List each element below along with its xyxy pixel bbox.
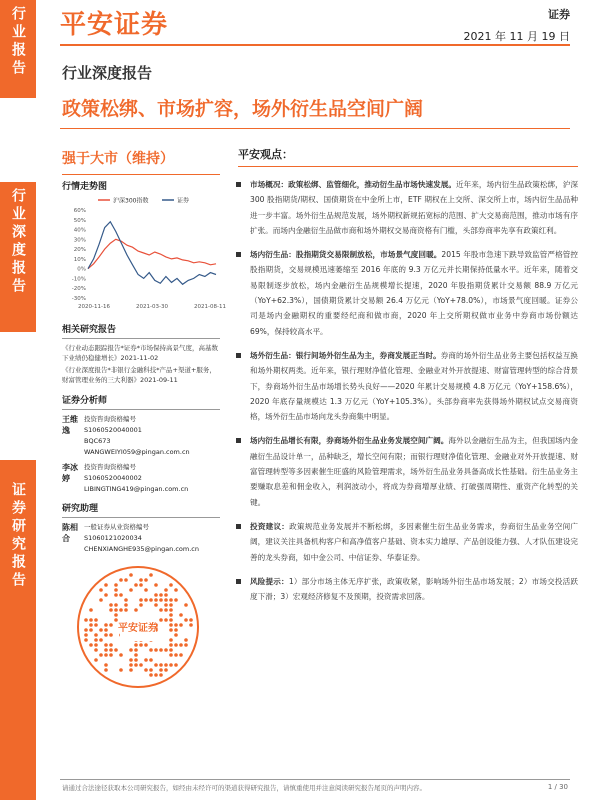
qr-dot [134, 608, 138, 612]
qr-dot [169, 613, 173, 617]
qr-dot [99, 653, 103, 657]
qr-dot [154, 648, 158, 652]
qr-dot [144, 658, 148, 662]
qr-dot [174, 598, 178, 602]
qr-dot [114, 648, 118, 652]
related-divider [62, 338, 220, 339]
qr-dot [184, 603, 188, 607]
analyst-email[interactable]: LIBINGTING419@pingan.com.cn [84, 485, 189, 493]
left-column [62, 138, 226, 693]
qr-dot [94, 618, 98, 622]
qr-dot [164, 618, 168, 622]
sidebar-tag-1 [0, 0, 36, 98]
rating-label: 强于大市（维持） [62, 151, 174, 167]
qr-dot [159, 673, 163, 677]
qr-dot [89, 623, 93, 627]
qr-dot [84, 618, 88, 622]
qr-dot [114, 583, 118, 587]
qr-dot [154, 583, 158, 587]
company-logo: 平安证券 [60, 10, 169, 40]
analyst-cert-label: 投资咨询资格编号 [84, 463, 136, 471]
point-body: 政策规范业务发展并不断松绑，多因素催生衍生品业务需求，券商衍生品业务空间广阔，建议关注具备机构客户和高净值客户基础、资本实力雄厚、产品创设能力强、人才队伍建设完善的龙头券商，如中金公司、中信证券、华泰证券。 [250, 521, 578, 562]
point-growth-space [238, 433, 578, 509]
qr-dot [149, 668, 153, 672]
point-body: 券商的场外衍生品业务主要包括权益互换和场外期权两类。近年来，银行理财净值化管理、金融业对外开放提速、财富管理转型的综合背景下，券商场外衍生品市场增长势头良好——2020 年累计交易规模 4.8 万亿元（YoY+158.6%），2020 年底存量规模达 1.3 万亿元（YoY+105.3%）。头部券商率先获得场外期权试点交易商资格，场外衍生品市场向龙头券商集中明显。 [250, 350, 578, 422]
point-heading: 场内衍生品增长有限，券商场外衍生品业务发展空间广阔。 [250, 436, 449, 446]
qr-dot [139, 578, 143, 582]
qr-dot [169, 608, 173, 612]
qr-dot [159, 598, 163, 602]
qr-dot [109, 608, 113, 612]
qr-dot [109, 648, 113, 652]
qr-dot [139, 603, 143, 607]
qr-dot [134, 648, 138, 652]
analyst-cert-label: 投资咨询资格编号 [84, 415, 136, 423]
x-tick-label: 2021-03-30 [136, 304, 168, 310]
bullet-square-icon [236, 579, 241, 584]
qr-dot [144, 578, 148, 582]
header-divider [60, 44, 570, 46]
related-reports-title: 相关研究报告 [62, 325, 117, 335]
qr-dot [104, 668, 108, 672]
point-heading: 场内衍生品：股指期货交易限制放松，市场景气度回暖。 [250, 250, 442, 260]
y-tick-label: 30% [73, 237, 86, 244]
qr-dot [104, 593, 108, 597]
qr-dot [154, 673, 158, 677]
qr-dot [109, 643, 113, 647]
point-heading: 场外衍生品：银行间场外衍生品为主，券商发展正当时。 [250, 350, 441, 360]
qr-dot [124, 578, 128, 582]
qr-dot [89, 618, 93, 622]
qr-dot [99, 638, 103, 642]
qr-dot [114, 608, 118, 612]
qr-dot [89, 643, 93, 647]
sidebar-tag-1-label: 行业报告 [10, 6, 26, 78]
qr-dot [134, 643, 138, 647]
qr-dot [149, 573, 153, 577]
qr-dot [159, 593, 163, 597]
qr-dot [109, 623, 113, 627]
qr-dot [149, 598, 153, 602]
qr-dot [159, 668, 163, 672]
qr-dot [159, 663, 163, 667]
qr-dot [144, 588, 148, 592]
y-tick-label: 20% [73, 247, 86, 254]
point-risk-warning [238, 574, 578, 605]
point-body: 1）部分市场主体无序扩张，政策收紧，影响场外衍生品市场发展；2）市场交投活跃度下滑；3）宏观经济修复不及预期，投资需求回落。 [250, 576, 578, 602]
y-tick-label: 40% [73, 227, 86, 234]
qr-dot [139, 598, 143, 602]
qr-dot [169, 653, 173, 657]
footer-disclaimer: 请通过合法途径获取本公司研究报告，如经由未经许可的渠道获得研究报告，请慎重使用并注意阅读研究报告尾页的声明内容。 [62, 784, 426, 792]
analyst-entry [62, 414, 220, 458]
point-investment-advice [238, 519, 578, 565]
qr-dot [154, 603, 158, 607]
related-report-item[interactable]: 《行业动态跟踪报告*证券*市场保持高景气度，高基数下业绩仍稳健增长》2021-11-02 [62, 344, 218, 362]
viewpoint-section [238, 146, 578, 613]
viewpoint-title: 平安观点： [238, 148, 293, 161]
qr-dot [159, 648, 163, 652]
qr-dot [169, 638, 173, 642]
x-tick-label: 2020-11-16 [78, 304, 110, 310]
bullet-square-icon [236, 353, 241, 358]
qr-dot [119, 653, 123, 657]
qr-dot [104, 663, 108, 667]
qr-dot [144, 643, 148, 647]
qr-dot [129, 648, 133, 652]
qr-dot [84, 628, 88, 632]
series-line [88, 239, 216, 268]
qr-dot [174, 653, 178, 657]
trend-chart [62, 194, 226, 318]
qr-dot [104, 633, 108, 637]
y-tick-label: -20% [71, 286, 86, 293]
qr-dot [154, 663, 158, 667]
legend-label: 证券 [177, 197, 190, 205]
qr-dot [129, 663, 133, 667]
qr-dot [134, 663, 138, 667]
sidebar-tag-2-label: 行业深度报告 [10, 188, 26, 296]
qr-dot [99, 588, 103, 592]
qr-dot [169, 598, 173, 602]
sidebar-tag-3 [0, 460, 36, 800]
bullet-square-icon [236, 438, 241, 443]
qr-dot [99, 628, 103, 632]
qr-dot [114, 588, 118, 592]
report-date: 2021 年 11 月 19 日 [463, 30, 570, 43]
x-tick-label: 2021-08-11 [194, 304, 226, 310]
qr-dot [129, 658, 133, 662]
analyst-cert-no: S1060520040001 [84, 426, 142, 434]
qr-dot [124, 603, 128, 607]
analyst-email[interactable]: WANGWEIYI059@pingan.com.cn [84, 448, 190, 456]
qr-dot [94, 633, 98, 637]
qr-dot [139, 663, 143, 667]
point-heading: 风险提示： [250, 576, 289, 586]
qr-dot [94, 648, 98, 652]
y-tick-label: 60% [73, 208, 86, 214]
qr-dot [179, 653, 183, 657]
qr-dot [159, 608, 163, 612]
footer-divider [60, 779, 570, 780]
qr-dot [189, 623, 193, 627]
qr-dot [149, 673, 153, 677]
qr-dot [179, 613, 183, 617]
qr-dot [169, 583, 173, 587]
qr-dot [164, 603, 168, 607]
qr-dot [164, 608, 168, 612]
y-tick-label: 0% [77, 266, 86, 273]
y-tick-label: -10% [71, 276, 86, 283]
qr-dot [144, 598, 148, 602]
qr-dot [104, 583, 108, 587]
analyst-code: BQC673 [84, 437, 111, 445]
qr-dot [164, 668, 168, 672]
viewpoint-divider [238, 166, 578, 167]
rating-divider [62, 174, 220, 175]
report-type: 行业深度报告 [62, 64, 153, 82]
qr-dot [184, 618, 188, 622]
qr-dot [179, 643, 183, 647]
point-body: 海外以金融衍生品为主，但我国场内金融衍生品设计单一，品种缺乏，增长空间有限；而银行理财净值化管理、金融业对外开放提速、财富管理转型等多因素催生旺盛的风险管理需求，场外衍生品业务具备高成长性基础。衍生品业务主要赚取息差和佣金收入，利润波动小，将成为券商增厚业绩、打破强周期性、重资产化转型的关键。 [250, 436, 578, 507]
point-market-overview [238, 177, 578, 238]
assistant-details [84, 522, 199, 555]
qr-dot [94, 658, 98, 662]
qr-dot [114, 603, 118, 607]
sidebar-tag-2 [0, 182, 36, 332]
qr-dot [169, 623, 173, 627]
qr-dot [154, 593, 158, 597]
qr-dot [149, 648, 153, 652]
qr-dot [129, 588, 133, 592]
qr-dot [124, 608, 128, 612]
related-reports-list [62, 343, 220, 385]
qr-dot [164, 663, 168, 667]
trend-chart-title: 行情走势图 [62, 182, 108, 192]
analyst-name: 王维逸 [62, 415, 78, 435]
assistant-name: 陈相合 [62, 523, 78, 543]
point-heading: 市场概况：政策松绑、监管细化，推动衍生品市场快速发展。 [250, 180, 456, 189]
point-body: 近年来，场内衍生品政策松绑，沪深 300 股指期货/期权、国债期货在中金所上市，ETF 期权在上交所、深交所上市，场内衍生品品种进一步丰富。场外衍生品规范发展，场外期权新规拓宽标的范围、扩大交易商范围，推动市场有序扩张。而场内金融衍生品做市商和场外期权交易商资格有门槛，头部券商率先享有政策红利。 [250, 180, 579, 235]
qr-dot [164, 593, 168, 597]
qr-dot [179, 623, 183, 627]
doc-type-label: 证券 [548, 8, 570, 21]
qr-dot [159, 618, 163, 622]
qr-dot [109, 603, 113, 607]
assistant-title: 研究助理 [62, 504, 99, 514]
page-number: 1 / 30 [547, 783, 568, 791]
y-tick-label: -30% [71, 296, 86, 302]
qr-dot [104, 623, 108, 627]
qr-code-icon[interactable] [76, 565, 200, 689]
qr-dot [169, 618, 173, 622]
qr-dot [169, 663, 173, 667]
analyst-details [84, 414, 190, 458]
bullet-square-icon [236, 252, 241, 257]
qr-dot [84, 638, 88, 642]
qr-dot [114, 618, 118, 622]
qr-dot [119, 593, 123, 597]
analyst-name: 李冰婷 [62, 463, 78, 483]
analyst-details [84, 462, 188, 495]
qr-dot [174, 643, 178, 647]
analyst-entry [62, 462, 220, 495]
qr-dot [89, 608, 93, 612]
qr-dot [134, 583, 138, 587]
analysts-divider [62, 409, 220, 410]
legend-label: 沪深300指数 [113, 197, 149, 205]
trend-chart-svg [62, 194, 226, 314]
qr-dot [84, 633, 88, 637]
qr-dot [149, 658, 153, 662]
qr-dot [134, 653, 138, 657]
y-tick-label: 50% [73, 217, 86, 224]
qr-dot [169, 648, 173, 652]
title-divider [60, 128, 570, 129]
qr-dot [164, 648, 168, 652]
analysts-title: 证券分析师 [62, 396, 108, 406]
qr-dot [119, 668, 123, 672]
qr-dot [174, 663, 178, 667]
qr-center-label: 平安证券 [118, 623, 158, 634]
related-report-item[interactable]: 《行业深度报告*非银行金融科技*产品+渠道+服务，财富管理业务的三大利器》2021-09-11 [62, 366, 216, 384]
bullet-square-icon [236, 524, 241, 529]
qr-dot [139, 583, 143, 587]
y-tick-label: 10% [73, 256, 86, 263]
qr-dot [134, 658, 138, 662]
qr-dot [94, 623, 98, 627]
assistant-email[interactable]: CHENXIANGHE935@pingan.com.cn [84, 545, 200, 553]
qr-dot [104, 653, 108, 657]
qr-dot [139, 643, 143, 647]
qr-dot [129, 573, 133, 577]
qr-dot [169, 603, 173, 607]
qr-dot [129, 668, 133, 672]
qr-dot [119, 578, 123, 582]
point-otc-derivatives [238, 348, 578, 424]
qr-dot [144, 668, 148, 672]
qr-dot [114, 613, 118, 617]
qr-dot [94, 643, 98, 647]
qr-dot [104, 643, 108, 647]
assistant-entry [62, 522, 220, 555]
qr-dot [164, 588, 168, 592]
point-body: 2015 年股市急速下跌导致监管严格管控股指期货，交易规模迅速萎缩至 2016 年底的 9.3 万亿元并长期保持低量水平。近年来，随着交易限制逐步放松，场内金融衍生品规模增长提速，2020 年股指期货累计交易额 88.9 万亿元（YoY+62.3%），国债期货累计交易额 26.4 万亿元（YoY+78.0%），市场景气度回暖。证券公司是场内金融期权的重要经纪商和做市商，2020 年上交所期权做市业务中券商市场份额达 69%，保持较高水平。 [250, 250, 578, 336]
qr-dot [124, 598, 128, 602]
qr-dot [154, 598, 158, 602]
qr-dot [104, 648, 108, 652]
qr-dot [184, 638, 188, 642]
assistant-cert-label: 一般证券从业资格编号 [84, 523, 149, 531]
qr-dot [99, 598, 103, 602]
sidebar-tag-3-label: 证券研究报告 [10, 482, 26, 590]
qr-dot [174, 623, 178, 627]
qr-dot [104, 628, 108, 632]
qr-dot [119, 608, 123, 612]
qr-dot [109, 653, 113, 657]
qr-dot [169, 643, 173, 647]
qr-dot [174, 628, 178, 632]
assistant-cert-no: S1060121020034 [84, 534, 142, 542]
qr-dot [169, 628, 173, 632]
qr-dot [164, 598, 168, 602]
qr-dot [174, 633, 178, 637]
assistant-divider [62, 517, 220, 518]
qr-dot [189, 618, 193, 622]
analyst-cert-no: S1060520040002 [84, 474, 142, 482]
qr-dot [114, 593, 118, 597]
page-title: 政策松绑、市场扩容，场外衍生品空间广阔 [62, 98, 424, 120]
qr-dot [89, 628, 93, 632]
point-exchange-derivatives [238, 247, 578, 339]
bullet-square-icon [236, 182, 241, 187]
qr-dot [184, 643, 188, 647]
qr-dot [94, 638, 98, 642]
qr-dot [174, 588, 178, 592]
point-heading: 投资建议： [250, 521, 290, 531]
qr-dot [109, 633, 113, 637]
